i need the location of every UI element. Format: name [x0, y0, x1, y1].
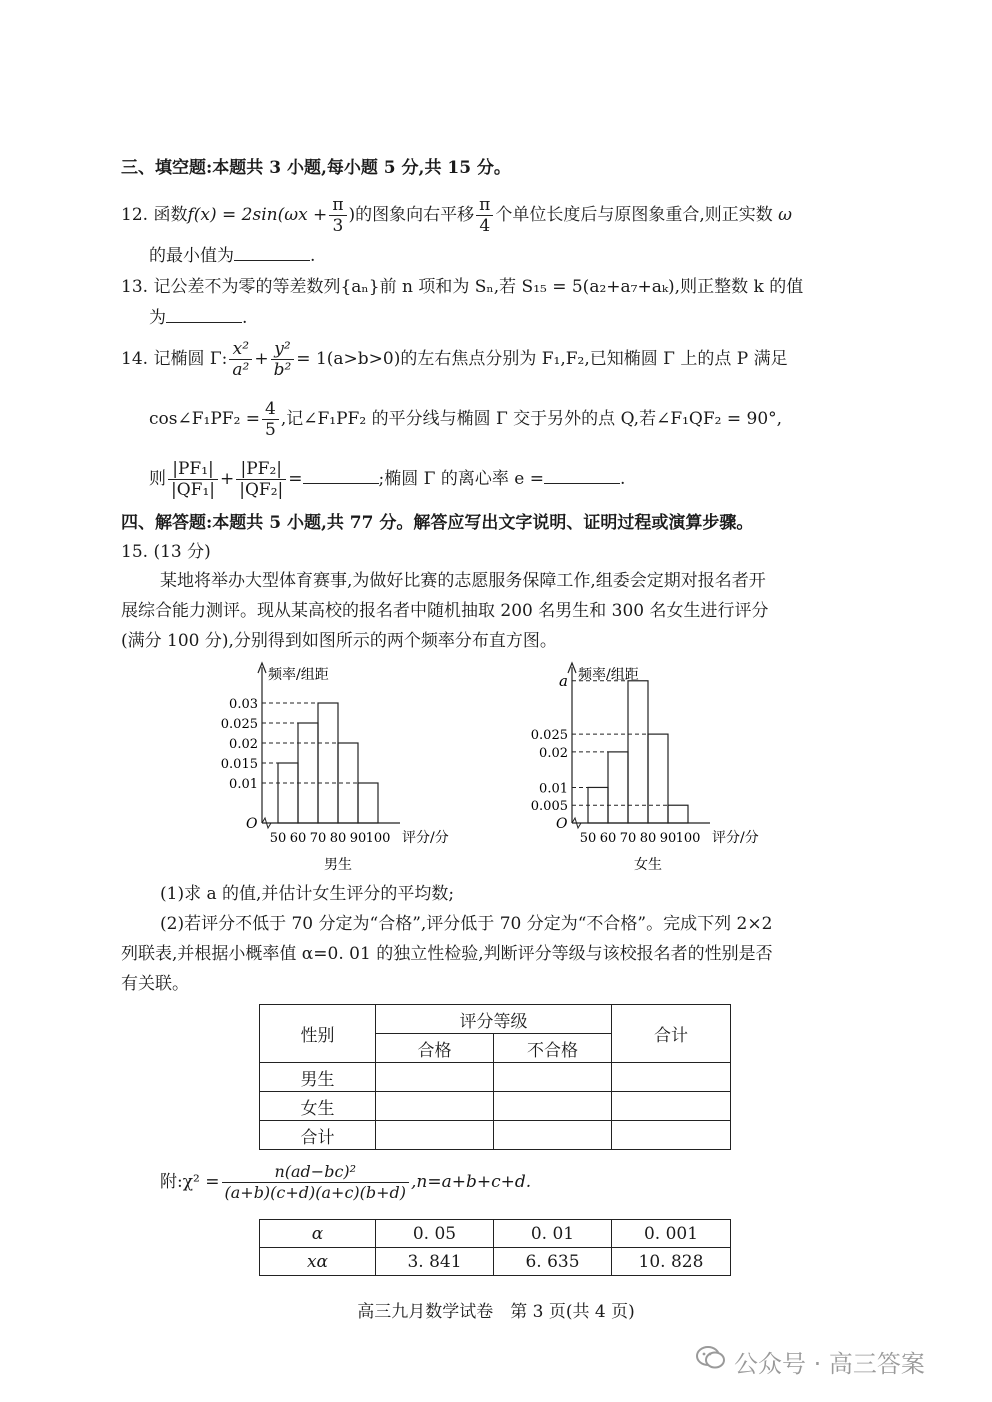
x-tick-80: 80 — [329, 831, 347, 846]
x-alpha-label: xα — [260, 1248, 376, 1276]
watermark-text: 公众号 · 高三答案 — [734, 1350, 925, 1378]
bar-50 — [278, 763, 298, 823]
contingency-table — [259, 1004, 731, 1150]
question-12: 12. 函数f(x) = 2sin(ωx + $\frac{\pi}{3}$ )的图象向右平移 $\frac{\pi}{4}$ 个单位长度后与原图象重合,则正实数 ω — [121, 195, 793, 236]
alpha-0001: 0. 001 — [612, 1220, 731, 1248]
question-15-para-1: 某地将举办大型体育赛事,为做好比赛的志愿服务保障工作,组委会定期对报名者开 — [160, 571, 766, 591]
question-15-sub-2a: (2)若评分不低于 70 分定为“合格”,评分低于 70 分定为“不合格”。完成下列 2×2 — [160, 914, 773, 934]
question-15-number: 15. (13 分) — [121, 542, 211, 562]
header-gender: 性别 — [260, 1005, 376, 1063]
y-tick-0.03: 0.03 — [229, 697, 258, 712]
cell-male-pass — [376, 1063, 494, 1092]
x-tick-100: 100 — [365, 831, 391, 846]
x-tick-100: 100 — [675, 831, 701, 846]
y-tick-0.005: 0.005 — [530, 799, 568, 815]
bar-60 — [298, 723, 318, 823]
alpha-001: 0. 01 — [494, 1220, 612, 1248]
question-12-line2: 的最小值为 . — [149, 246, 316, 266]
header-grade: 评分等级 — [376, 1005, 612, 1034]
histogram-female — [520, 655, 790, 885]
question-15-sub-2b: 列联表,并根据小概率值 α=0. 01 的独立性检验,判断评分等级与该校报名者的性别是否 — [121, 944, 773, 964]
x-005: 3. 841 — [376, 1248, 494, 1276]
y-axis-label: 频率/组距 — [578, 667, 639, 683]
question-13: 13. 记公差不为零的等差数列{aₙ}前 n 项和为 Sₙ,若 S₁₅ = 5(a₂+a₇+aₖ),则正整数 k 的值 — [121, 277, 804, 297]
x-axis-label: 评分/分 — [712, 830, 759, 846]
cell-total-pass — [376, 1121, 494, 1150]
y-tick-0.025: 0.025 — [220, 717, 258, 732]
question-14: 14. 记椭圆 Γ: $\frac{\text{x²}}{\text{a²}}$ + $\frac{\text{y²}}{\text{b²}}$ = 1(a>b>0)的左右焦点分别为 F₁,F₂,已知椭圆 Γ 上的点 P 满足 — [121, 339, 788, 380]
cell-female-pass — [376, 1092, 494, 1121]
wechat-icon — [696, 1345, 726, 1371]
cell-female-fail — [494, 1092, 612, 1121]
x-tick-60: 60 — [599, 831, 617, 846]
header-fail: 不合格 — [494, 1034, 612, 1063]
y-tick-0.02: 0.02 — [539, 745, 568, 761]
section-4-heading: 四、解答题:本题共 5 小题,共 77 分。解答应写出文字说明、证明过程或演算步骤。 — [121, 513, 754, 533]
y-tick-0.02: 0.02 — [229, 737, 258, 752]
chart-title: 男生 — [324, 857, 352, 873]
x-001: 6. 635 — [494, 1248, 612, 1276]
bar-50 — [588, 787, 608, 823]
bar-90 — [668, 805, 688, 823]
row-label-male: 男生 — [260, 1063, 376, 1092]
row-label-total: 合计 — [260, 1121, 376, 1150]
origin-label: O — [556, 816, 568, 832]
histogram-male — [210, 655, 480, 885]
y-axis-label: 频率/组距 — [268, 667, 329, 683]
bar-70 — [628, 681, 648, 823]
chart-title: 女生 — [634, 857, 662, 873]
critical-value-table — [259, 1219, 731, 1276]
section-3-heading: 三、填空题:本题共 3 小题,每小题 5 分,共 15 分。 — [121, 158, 511, 178]
y-tick-0.015: 0.015 — [220, 757, 258, 772]
question-13-line2: 为 . — [149, 308, 248, 328]
x-axis-label: 评分/分 — [402, 830, 449, 846]
page-footer: 高三九月数学试卷 第 3 页(共 4 页) — [357, 1302, 635, 1322]
question-15-para-3: (满分 100 分),分别得到如图所示的两个频率分布直方图。 — [121, 631, 557, 651]
row-label-female: 女生 — [260, 1092, 376, 1121]
x-tick-50: 50 — [269, 831, 287, 846]
x-tick-70: 70 — [309, 831, 327, 846]
y-tick-a: a — [559, 671, 568, 690]
bar-90 — [358, 783, 378, 823]
x-tick-90: 90 — [349, 831, 367, 846]
question-14-line3: 则 $\frac{\text{|PF₁|}}{\text{|QF₁|}}$ + $\frac{\text{|PF₂|}}{\text{|QF₂|}}$ = ;椭圆 Γ 的离心率 e = . — [149, 459, 626, 500]
alpha-label: α — [260, 1220, 376, 1248]
bar-70 — [318, 703, 338, 823]
question-15-sub-1: (1)求 a 的值,并估计女生评分的平均数; — [160, 884, 455, 904]
x-tick-70: 70 — [619, 831, 637, 846]
y-tick-0.01: 0.01 — [539, 781, 568, 797]
cell-female-total — [612, 1092, 731, 1121]
origin-label: O — [246, 816, 258, 832]
x-tick-90: 90 — [659, 831, 677, 846]
cell-male-total — [612, 1063, 731, 1092]
x-tick-80: 80 — [639, 831, 657, 846]
x-tick-60: 60 — [289, 831, 307, 846]
y-tick-0.025: 0.025 — [530, 728, 568, 744]
alpha-005: 0. 05 — [376, 1220, 494, 1248]
x-0001: 10. 828 — [612, 1248, 731, 1276]
question-15-para-2: 展综合能力测评。现从某高校的报名者中随机抽取 200 名男生和 300 名女生进行评分 — [121, 601, 769, 621]
cell-male-fail — [494, 1063, 612, 1092]
cell-total-total — [612, 1121, 731, 1150]
bar-60 — [608, 752, 628, 823]
cell-total-fail — [494, 1121, 612, 1150]
header-total: 合计 — [612, 1005, 731, 1063]
x-tick-50: 50 — [579, 831, 597, 846]
y-tick-0.01: 0.01 — [229, 777, 258, 792]
chi-square-formula: 附:χ² = $\frac{\text{n(ad−bc)²}}{(a+b)(c+d)(a+c)(b+d)}$ ,n=a+b+c+d. — [160, 1162, 532, 1202]
question-14-line2: cos∠F₁PF₂ = $\frac{4}{5}$ ,记∠F₁PF₂ 的平分线与椭圆 Γ 交于另外的点 Q,若∠F₁QF₂ = 90°, — [149, 399, 783, 440]
header-pass: 合格 — [376, 1034, 494, 1063]
question-15-sub-2c: 有关联。 — [121, 974, 189, 994]
bar-80 — [648, 734, 668, 823]
